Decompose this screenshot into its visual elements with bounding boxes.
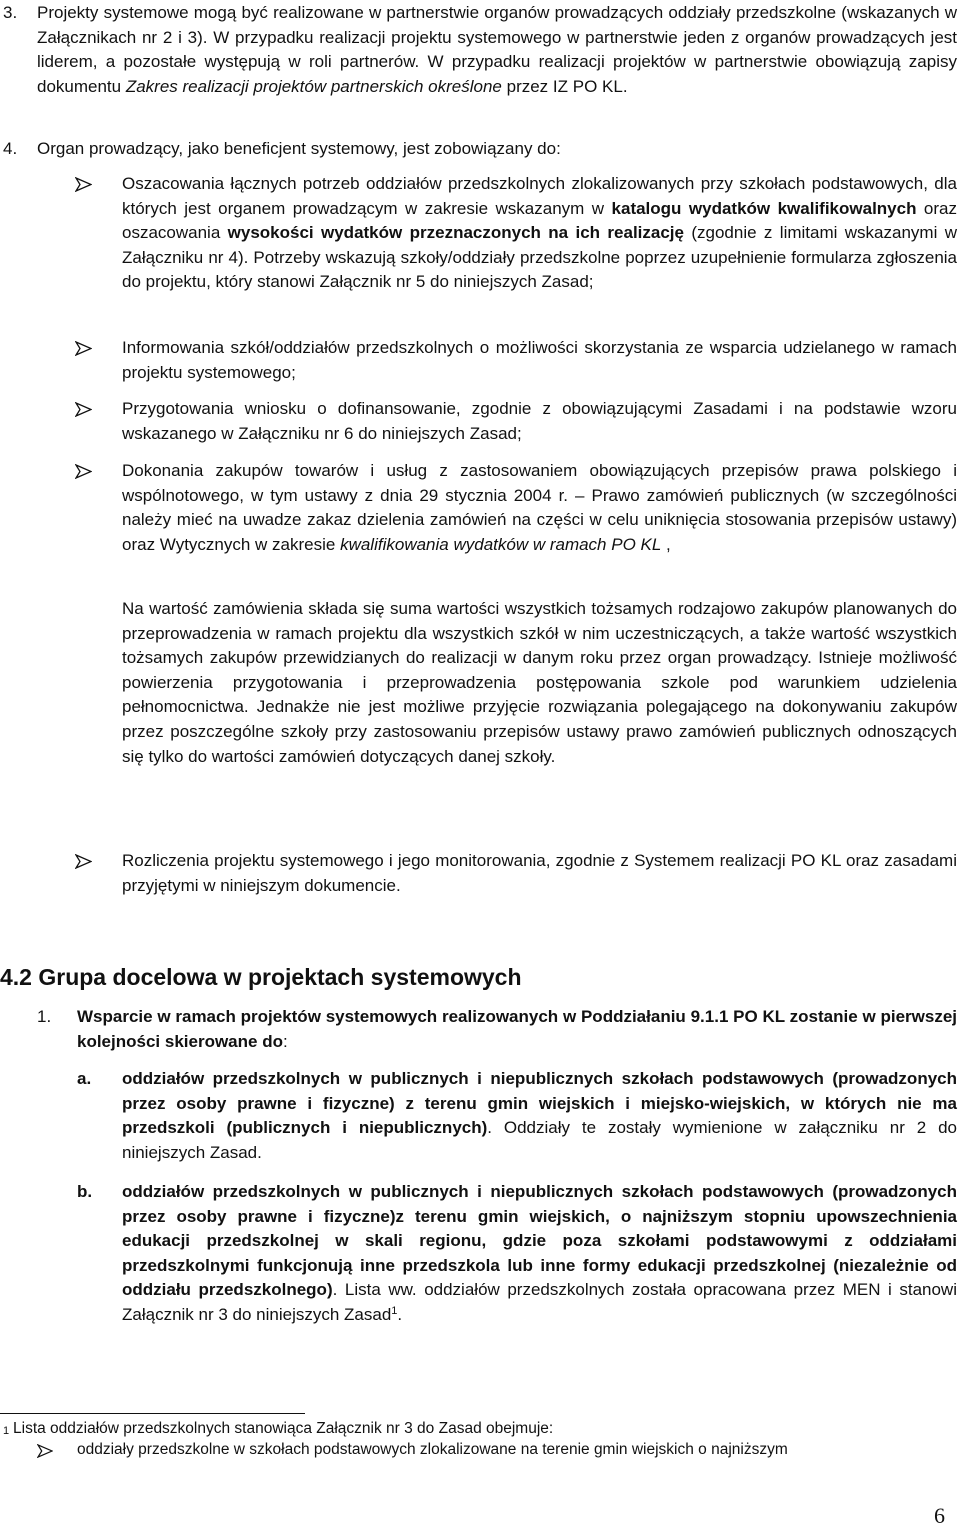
bullet-item-5: Rozliczenia projektu systemowego i jego monitorowania, zgodnie z Systemem realizacji PO KL oraz zasadami przyjętymi w niniejszym dokumencie. (122, 851, 957, 895)
sub-item-b-text: . Lista ww. oddziałów przedszkolnych została opracowana przez MEN i stanowi Załącznik nr 3 do niniejszych Zasad (122, 1280, 957, 1324)
sub-item-a (122, 1067, 957, 1165)
item-3-text-end: przez IZ PO KL. (501, 76, 628, 96)
item-3-text: Projekty systemowe mogą być realizowane w partnerstwie organów prowadzących oddziały przedszkolne (wskazanych w Załącznikach nr 2 i 3). W przypadku realizacji projektu systemowego w partnerstwie jeden z organów prowadzących jest liderem, a pozostałe występują w roli partnerów. W przypadku realizacji projektów w partnerstwie obowiązują zapisy dokumentu (37, 3, 957, 96)
sub-item-a-text: . Oddziały te zostały wymienione w załączniku nr 2 do niniejszych Zasad. (122, 1118, 957, 1162)
item-4-intro: Organ prowadzący, jako beneficjent systemowy, jest zobowiązany do: (37, 139, 561, 158)
item-3-italic-title: Zakres realizacji projektów partnerskich określone (125, 76, 502, 96)
footnote-text: Lista oddziałów przedszkolnych stanowiąca Załącznik nr 3 do Zasad obejmuje: (13, 1420, 554, 1437)
section-heading: 4.2 Grupa docelowa w projektach systemowych (0, 964, 522, 990)
bullet-item-4 (122, 459, 957, 557)
arrowhead-bullet-icon (75, 849, 95, 869)
bullet-4-italic-guidelines: kwalifikowania wydatków w ramach PO KL (340, 534, 662, 554)
bullet-item-2: Informowania szkół/oddziałów przedszkolnych o możliwości skorzystania ze wsparcia udzielanego w ramach projektu systemowego; (122, 338, 957, 382)
arrowhead-bullet-icon (75, 336, 95, 356)
arrowhead-bullet-icon (37, 1439, 57, 1458)
sub-item-b-end: . (397, 1304, 403, 1324)
bullet-1-text-2: oraz oszacowania (122, 198, 957, 243)
footnote-reference: 1 (391, 1304, 398, 1317)
bullet-1-bold-amounts: wysokości wydatków przeznaczonych na ich realizację (227, 223, 684, 243)
footnote-bullet-text: oddziały przedszkolne w szkołach podstawowych zlokalizowane na terenie gmin wiejskich o najniższym (77, 1441, 788, 1458)
arrowhead-bullet-icon (75, 459, 95, 479)
footnote-separator (0, 1413, 305, 1414)
bullet-item-1 (122, 172, 957, 295)
page-number: 6 (934, 1503, 945, 1528)
section-item-1 (77, 1005, 957, 1054)
section-list-number-1: 1. (37, 1007, 52, 1026)
sub-item-b (122, 1180, 957, 1328)
paragraph-item-3 (37, 1, 957, 99)
bullet-item-3: Przygotowania wniosku o dofinansowanie, zgodnie z obowiązującymi Zasadami i na podstawie wzoru wskazanego w Załączniku nr 6 do niniejszych Zasad; (122, 399, 957, 443)
bullet-1-text: Oszacowania łącznych potrzeb oddziałów przedszkolnych zlokalizowanych przy szkołach podstawowych, dla których jest organem prowadzącym w zakresie wskazanym w (122, 174, 957, 218)
list-number-3: 3. (3, 3, 18, 22)
bullet-4-text: Dokonania zakupów towarów i usług z zastosowaniem obowiązujących przepisów prawa polskiego i wspólnotowego, w tym ustawy z dnia 29 stycznia 2004 r. – Prawo zamówień publicznych (w szczególności należy mieć na uwadze zakaz dzielenia zamówień na części w celu uniknięcia stosowania przepisów ustawy) oraz Wytycznych w zakresie (122, 461, 957, 554)
bullet-item-4-paragraph-2: Na wartość zamówienia składa się suma wartości wszystkich tożsamych rodzajowo zakupów planowanych do przeprowadzenia w ramach projektu dla wszystkich szkół w nim uczestniczących, a także wartość wszystkich tożsamych zakupów przewidzianych do realizacji w danym roku przez organ prowadzący. Istnieje możliwość powierzenia przygotowania i przeprowadzenia postępowania szkole pod warunkiem udzielenia pełnomocnictwa. Jednakże nie jest możliwe przyjęcie rozwiązania polegającego na dokonywaniu zakupów przez poszczególne szkoły przy zastosowaniu przepisów ustawy prawo zamówień publicznych odnoszących się tylko do wartości zamówień dotyczących danej szkoły. (122, 599, 957, 766)
bullet-1-bold-catalog: katalogu wydatków kwalifikowalnych (611, 198, 917, 218)
footnote-marker: 1 (3, 1425, 10, 1437)
sub-item-b-bold-text: oddziałów przedszkolnych w publicznych i niepublicznych szkołach podstawowych (prowadzonych przez osoby prawne i fizyczne)z terenu gmin wiejskich, o najniższym stopniu upowszechnienia edukacji przedszkolnej w skali regionu, gdzie poza szkołami podstawowymi z oddziałami przedszkolnymi funkcjonują inne przedszkola lub inne formy edukacji przedszkolnej (niezależnie od oddziału przedszkolnego) (122, 1182, 957, 1300)
arrowhead-bullet-icon (75, 172, 95, 192)
section-item-1-colon: : (282, 1031, 288, 1051)
sub-item-label-a: a. (77, 1069, 92, 1088)
sub-item-a-bold-text: oddziałów przedszkolnych w publicznych i niepublicznych szkołach podstawowych (prowadzonych przez osoby prawne i fizyczne) z terenu gmin wiejskich i miejsko-wiejskich, w których nie ma przedszkoli (publicznych i niepublicznych) (122, 1069, 957, 1138)
section-item-1-bold-text: Wsparcie w ramach projektów systemowych realizowanych w Poddziałaniu 9.1.1 PO KL zostanie w pierwszej kolejności skierowane do (77, 1007, 957, 1051)
list-number-4: 4. (3, 139, 18, 158)
arrowhead-bullet-icon (75, 397, 95, 417)
bullet-1-text-3: (zgodnie z limitami wskazanymi w Załączniku nr 4). Potrzeby wskazują szkoły/oddziały przedszkolne poprzez uzupełnienie formularza zgłoszenia do projektu, który stanowi Załącznik nr 5 do niniejszych Zasad; (122, 223, 957, 292)
bullet-4-text-end: , (661, 534, 671, 554)
sub-item-label-b: b. (77, 1182, 93, 1201)
